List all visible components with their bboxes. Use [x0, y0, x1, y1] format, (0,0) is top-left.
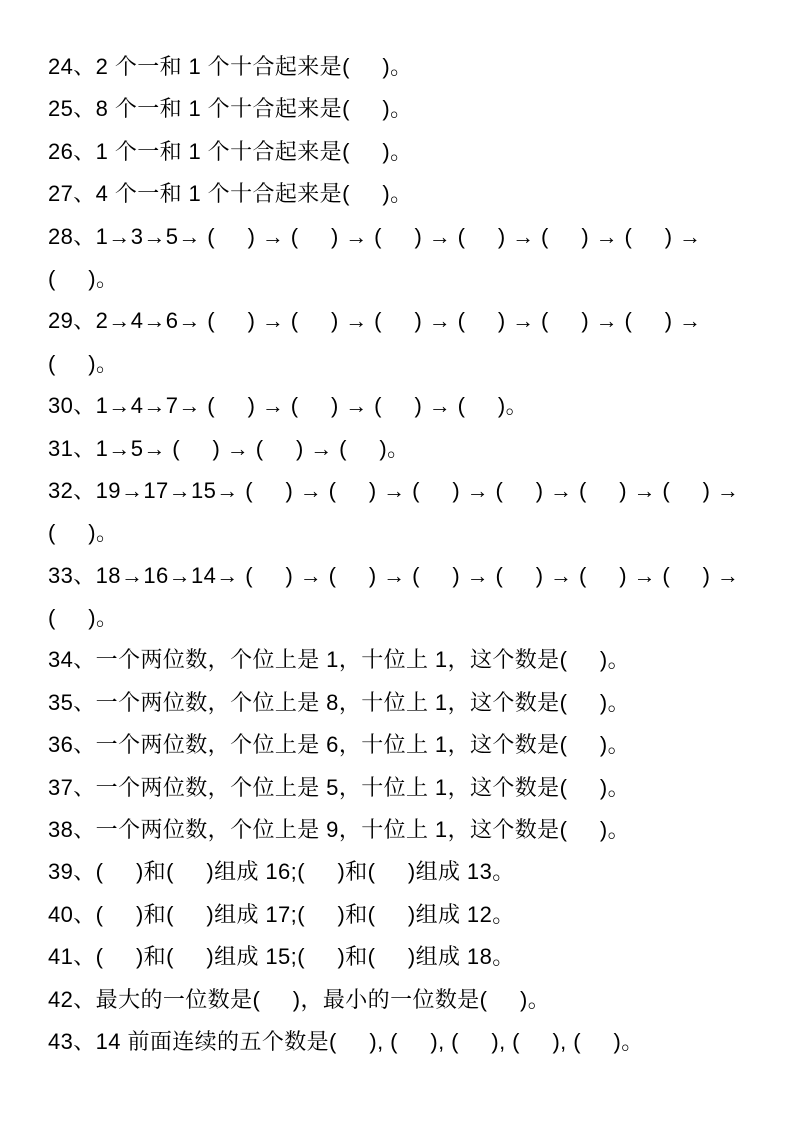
question-33-line: 33、18→16→14→ ( ) → ( ) → ( ) → ( ) → ( ) → ( ) → — [48, 562, 740, 588]
question-39-line: 39、( )和( )组成 16;( )和( )组成 13。 — [48, 859, 515, 885]
question-32-line: 32、19→17→15→ ( ) → ( ) → ( ) → ( ) → ( ) → ( ) → — [48, 477, 740, 503]
question-35-line: 35、一个两位数，个位上是 8，十位上 1，这个数是( )。 — [48, 689, 630, 715]
question-28-line: 28、1→3→5→ ( ) → ( ) → ( ) → ( ) → ( ) → ( ) → — [48, 223, 702, 249]
question-34-line: 34、一个两位数，个位上是 1，十位上 1，这个数是( )。 — [48, 647, 630, 673]
question-31-line: 31、1→5→ ( ) → ( ) → ( )。 — [48, 435, 410, 461]
question-38-line: 38、一个两位数，个位上是 9，十位上 1，这个数是( )。 — [48, 817, 630, 843]
question-28-wrap-line: ( )。 — [48, 265, 119, 291]
question-43-line: 43、14 前面连续的五个数是( ), ( ), ( ), ( ), ( )。 — [48, 1028, 644, 1054]
question-25-line: 25、8 个一和 1 个十合起来是( )。 — [48, 96, 413, 122]
question-32-wrap-line: ( )。 — [48, 520, 119, 546]
question-29-line: 29、2→4→6→ ( ) → ( ) → ( ) → ( ) → ( ) → ( ) → — [48, 308, 702, 334]
question-29-wrap-line: ( )。 — [48, 350, 119, 376]
question-33-wrap-line: ( )。 — [48, 605, 119, 631]
question-26-line: 26、1 个一和 1 个十合起来是( )。 — [48, 138, 413, 164]
question-36-line: 36、一个两位数，个位上是 6，十位上 1，这个数是( )。 — [48, 732, 630, 758]
question-27-line: 27、4 个一和 1 个十合起来是( )。 — [48, 181, 413, 207]
question-41-line: 41、( )和( )组成 15;( )和( )组成 18。 — [48, 944, 515, 970]
question-30-line: 30、1→4→7→ ( ) → ( ) → ( ) → ( )。 — [48, 393, 529, 419]
question-37-line: 37、一个两位数，个位上是 5，十位上 1，这个数是( )。 — [48, 774, 630, 800]
question-24-line: 24、2 个一和 1 个十合起来是( )。 — [48, 54, 413, 79]
question-42-line: 42、最大的一位数是( )，最小的一位数是( )。 — [48, 986, 551, 1012]
question-40-line: 40、( )和( )组成 17;( )和( )组成 12。 — [48, 901, 515, 927]
